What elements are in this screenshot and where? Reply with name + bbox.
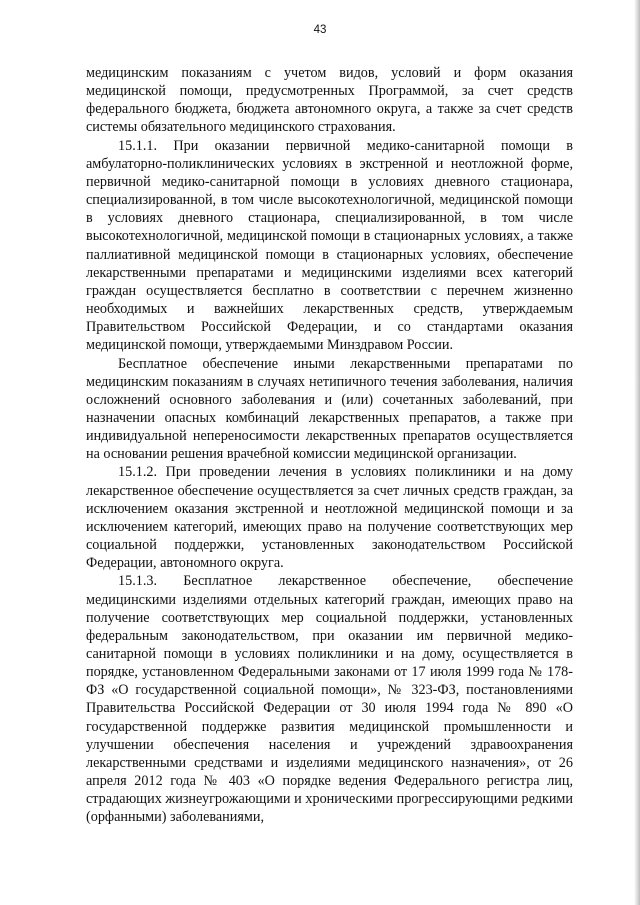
page-number: 43 [313, 24, 327, 36]
paragraph-continuation: медицинским показаниям с учетом видов, условий и форм оказания медицинской помощи, предусмотренных Программой, за счет средств федерального бюджета, бюджета автономного округа, а также за счет средств системы обязательного медицинского страхования. [86, 65, 573, 136]
paragraph-15-1-3: 15.1.3. Бесплатное лекарственное обеспечение, обеспечение медицинскими изделиями отдельных категорий граждан, имеющих право на получение соответствующих мер социальной поддержки, установленных федеральным законодательством, при оказании им первичной медико-санитарной помощи в условиях поликлиники и на дому, осуществляется в порядке, установленном Федеральными законами от 17 июля 1999 года № 178-ФЗ «О государственной социальной помощи», № 323-ФЗ, постановлениями Правительства Российской Федерации от 30 июля 1994 года № 890 «О государственной поддержке развития медицинской промышленности и улучшении обеспечения населения и учреждений здравоохранения лекарственными средствами и изделиями медицинского назначения», от 26 апреля 2012 года № 403 «О порядке ведения Федерального регистра лиц, страдающих жизнеугрожающими и хроническими прогрессирующими редкими (орфанными) заболеваниями, [86, 573, 573, 826]
paragraph-15-1-1: 15.1.1. При оказании первичной медико-санитарной помощи в амбулаторно-поликлинических условиях в экстренной и неотложной форме, первичной медико-санитарной помощи в условиях дневного стационара, специализированной, в том числе высокотехнологичной, медицинской помощи в условиях дневного стационара, специализированной, в том числе высокотехнологичной, медицинской помощи в стационарных условиях, а также паллиативной медицинской помощи в стационарных условиях, обеспечение лекарственными препаратами и медицинскими изделиями всех категорий граждан осуществляется бесплатно в соответствии с перечнем жизненно необходимых и важнейших лекарственных средств, утверждаемым Правительством Российской Федерации, и со стандартами оказания медицинской помощи, утверждаемыми Минздравом России. [86, 137, 573, 354]
document-body [86, 64, 573, 827]
scan-edge-shadow [634, 0, 640, 905]
paragraph-free-medication: Бесплатное обеспечение иными лекарственными препаратами по медицинским показаниям в случаях нетипичного течения заболевания, наличия осложнений основного заболевания и (или) сочетанных заболеваний, при назначении опасных комбинаций лекарственных препаратов, а также при индивидуальной непереносимости лекарственных препаратов осуществляется на основании решения врачебной комиссии медицинской организации. [86, 355, 573, 463]
paragraph-15-1-2: 15.1.2. При проведении лечения в условиях поликлиники и на дому лекарственное обеспечение осуществляется за счет личных средств граждан, за исключением оказания экстренной и неотложной медицинской помощи и за исключением категорий, имеющих право на получение соответствующих мер социальной поддержки, установленных законодательством Российской Федерации, автономного округа. [86, 464, 573, 572]
